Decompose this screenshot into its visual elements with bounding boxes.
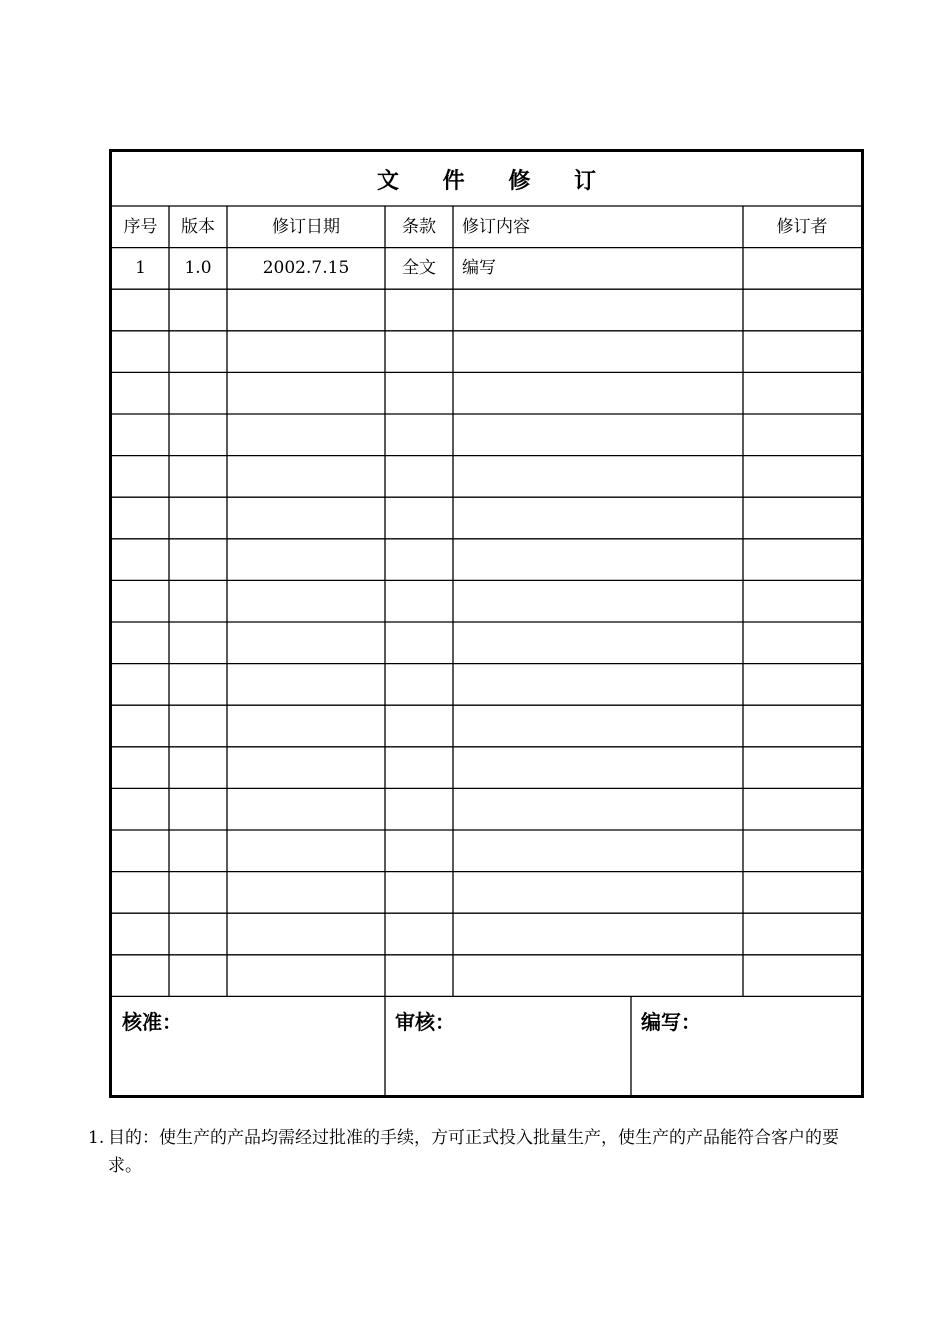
write-label: 编写：: [641, 1010, 701, 1034]
review-label: 审核：: [395, 1010, 455, 1034]
approve-label: 核准：: [122, 1010, 182, 1034]
table-cell: 1.0: [184, 258, 212, 279]
table-grid: [112, 152, 861, 1095]
table-cell: 编写: [462, 258, 496, 279]
revision-table: [109, 149, 864, 1098]
column-header: 序号: [123, 216, 158, 237]
column-header: 修订者: [776, 216, 828, 237]
column-header: 修订内容: [462, 216, 530, 237]
table-title: 文 件 修 订: [377, 167, 614, 194]
table-cell: 1: [135, 258, 146, 279]
note-text: 目的：使生产的产品均需经过批准的手续，方可正式投入批量生产，使生产的产品能符合客户的要求。: [108, 1128, 839, 1176]
note-number: 1.: [88, 1128, 105, 1148]
table-cell: 2002.7.15: [262, 258, 350, 279]
column-header: 修订日期: [272, 216, 340, 237]
column-header: 版本: [181, 216, 215, 237]
purpose-note: [88, 1124, 868, 1180]
table-cell: 全文: [402, 258, 436, 279]
column-header: 条款: [402, 216, 436, 237]
